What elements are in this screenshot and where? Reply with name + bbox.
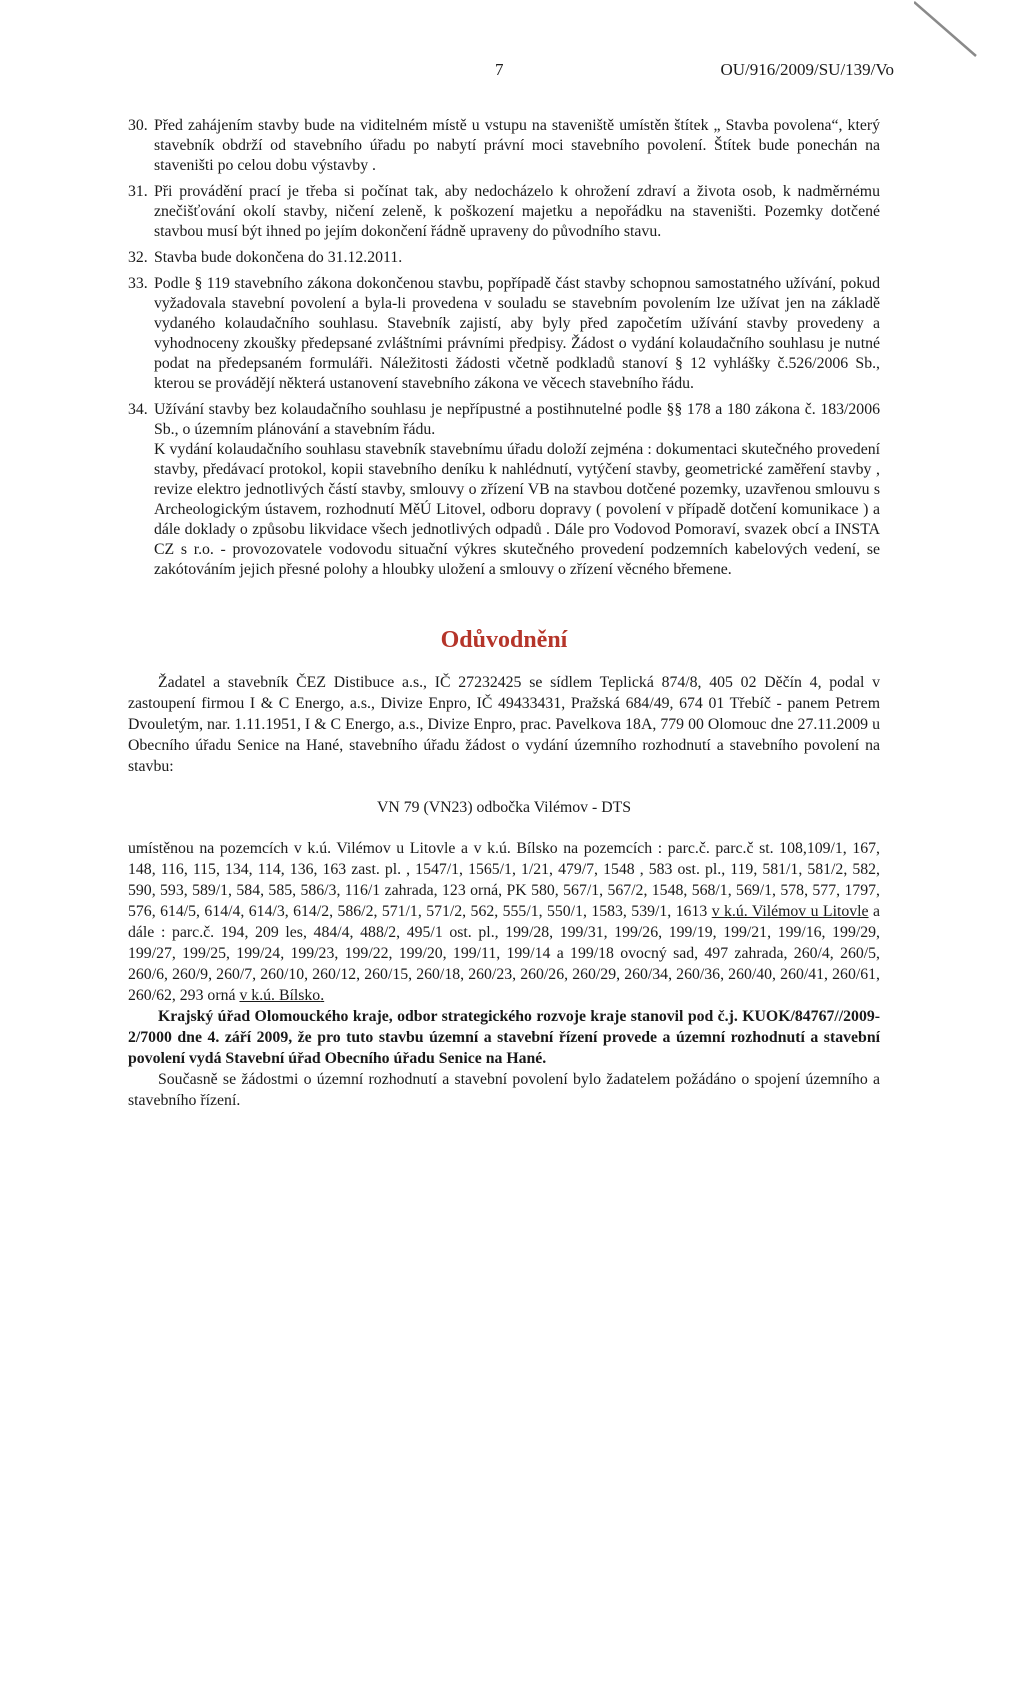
condition-item-31 <box>128 182 880 242</box>
document-content <box>128 116 880 1111</box>
item-text: Stavba bude dokončena do 31.12.2011. <box>154 249 403 266</box>
item-number: 34. <box>128 401 148 418</box>
condition-item-30 <box>128 116 880 176</box>
item-number: 31. <box>128 183 148 200</box>
parcels-text-continued: a dále : parc.č. 194, 209 les, 484/4, 488/2, 495/1 ost. pl., 199/28, 199/31, 199/26, 199/19, 199/21, 199/16, 199/29, 199/27, 199/25, 199/24, 199/23, 199/22, 199/20, 199/11, 199/14 a 199/18 ovocný sad, 497 zahrada, 260/4, 260/5, 260/6, 260/9, 260/7, 260/10, 260/12, 260/15, 260/18, 260/23, 260/26, 260/29, 260/34, 260/36, 260/40, 260/41, 260/61, 260/62, 293 orná <box>128 903 881 1004</box>
item-text: Před zahájením stavby bude na viditelném místě u vstupu na staveniště umístěn štítek „ Stavba povolena“, který stavebník obdrží od stavebního úřadu po nabytí právní moci stavebního povolení. Štítek bude ponechán na staveništi po celou dobu výstavby . <box>154 117 880 174</box>
building-name: VN 79 (VN23) odbočka Vilémov - DTS <box>376 799 632 816</box>
reference-number: OU/916/2009/SU/139/Vo <box>720 60 894 79</box>
item-number: 33. <box>128 275 148 292</box>
item-text: Při provádění prací je třeba si počínat tak, aby nedocházelo k ohrožení zdraví a života osob, k nadměrnému znečišťování okolí stavby, ničení zeleně, k poškození majetku a nepořádku na staveništi. Pozemky dotčené stavbou musí být ihned po jejím dokončení řádně upraveny do původního stavu. <box>154 183 880 240</box>
condition-item-34 <box>128 400 880 580</box>
parcels-paragraph: umístěnou na pozemcích v k.ú. Vilémov u Litovle a v k.ú. Bílsko na pozemcích : parc.č. parc.č st. 108,109/1, 167, 148, 116, 115, 134, 114, 136, 163 zast. pl. , 1547/1, 1565/1, 1/21, 479/7, 1548 , 583 ost. pl., 119, 581/1, 581/2, 582, 590, 593, 589/1, 584, 585, 586/3, 116/1 zahrada, 123 orná, PK 580, 567/1, 567/2, 1548, 568/1, 569/1, 578, 577, 1797, 576, 614/5, 614/4, 614/3, 614/2, 586/2, 571/1, 571/2, 562, 555/1, 550/1, 1583, 539/1, 1613 v k.ú. Vilémov u Litovle a dále : parc.č. 194, 209 les, 484/4, 488/2, 495/1 ost. pl., 199/28, 199/31, 199/26, 199/19, 199/21, 199/16, 199/29, 199/27, 199/25, 199/24, 199/23, 199/22, 199/20, 199/11, 199/14 a 199/18 ovocný sad, 497 zahrada, 260/4, 260/5, 260/6, 260/9, 260/7, 260/10, 260/12, 260/15, 260/18, 260/23, 260/26, 260/29, 260/34, 260/36, 260/40, 260/41, 260/61, 260/62, 293 orná v k.ú. Bílsko. <box>128 840 881 1004</box>
item-number: 30. <box>128 117 148 134</box>
condition-item-32 <box>128 248 880 268</box>
page-number: 7 <box>495 60 504 79</box>
scan-corner-mark <box>914 0 984 60</box>
cadastral-area-bilsko: v k.ú. Bílsko <box>239 987 321 1004</box>
page-header <box>0 60 1024 84</box>
joint-proceedings-paragraph: Současně se žádostmi o územní rozhodnutí a stavební povolení bylo žadatelem požádáno o spojení územního a stavebního řízení. <box>128 1071 880 1109</box>
applicant-paragraph: Žadatel a stavebník ČEZ Distibuce a.s., IČ 27232425 se sídlem Teplická 874/8, 405 02 Děčín 4, podal v zastoupení firmou I & C Energo, a.s., Divize Enpro, IČ 49433431, Pražská 684/49, 674 01 Třebíč - panem Petrem Dvouletým, nar. 1.11.1951, I & C Energo, a.s., Divize Enpro, prac. Pavelkova 18A, 779 00 Olomouc dne 27.11.2009 u Obecního úřadu Senice na Hané, stavebního úřadu žádost o vydání územního rozhodnutí a stavebního povolení na stavbu: <box>128 674 880 775</box>
parcels-text: umístěnou na pozemcích v k.ú. Vilémov u Litovle a v k.ú. Bílsko na pozemcích : parc.č. parc.č st. 108,109/1, 167, 148, 116, 115, 134, 114, 136, 163 zast. pl. , 1547/1, 1565/1, 1/21, 479/7, 1548 , 583 ost. pl., 119, 581/1, 581/2, 582, 590, 593, 589/1, 584, 585, 586/3, 116/1 zahrada, 123 orná, PK 580, 567/1, 567/2, 1548, 568/1, 569/1, 578, 577, 1797, 576, 614/5, 614/4, 614/3, 614/2, 586/2, 571/1, 571/2, 562, 555/1, 550/1, 1583, 539/1, 1613 <box>128 840 880 920</box>
item-text: K vydání kolaudačního souhlasu stavebník stavebnímu úřadu doloží zejména : dokumentaci skutečného provedení stavby, předávací protokol, kopii stavebního deníku k nahlédnutí, vytýčení stavby, geometrické zaměření stavby , revize elektro jednotlivých částí stavby, smlouvy o zřízení VB na stavbou dotčené pozemky, uzavřenou smlouvu s Archeologickým ústavem, rozhodnutí MěÚ Litovel, odboru dopravy ( povolení v případě dotčení komunikace ) a dále doklady o způsobu likvidace všech jednotlivých odpadů . Dále pro Vodovod Pomoraví, svazek obcí a INSTA CZ s r.o. - provozovatele vodovodu situační výkres skutečného provedení podzemních kabelových vedení, se zakótováním jejich přesné polohy a hloubky uložení a smlouvy o zřízení věcného břemene. <box>154 441 880 578</box>
item-text: Užívání stavby bez kolaudačního souhlasu je nepřípustné a postihnutelné podle §§ 178 a 180 zákona č. 183/2006 Sb., o územním plánování a stavebním řádu. <box>154 401 880 438</box>
condition-item-33 <box>128 274 880 394</box>
item-text: Podle § 119 stavebního zákona dokončenou stavbu, popřípadě část stavby schopnou samostatného užívání, pokud vyžadovala stavební povolení a byla-li provedena v souladu se stavebním povolením lze užívat jen na základě vydaného kolaudačního souhlasu. Stavebník zajistí, aby byly před započetím užívání stavby provedeny a vyhodnoceny zkoušky předepsané zvláštními právními předpisy. Žádost o vydání kolaudačního souhlasu je nutné podat na předepsaném formuláři. Náležitosti žádosti včetně podkladů stanoví § 12 vyhlášky č.526/2006 Sb., kterou se provádějí některá ustanovení stavebního zákona ve věcech stavebního řádu. <box>154 275 880 392</box>
cadastral-area-vilemov: v k.ú. Vilémov u Litovle <box>711 903 869 920</box>
section-title: Odůvodnění <box>440 627 568 653</box>
item-number: 32. <box>128 249 148 266</box>
regional-office-paragraph: Krajský úřad Olomouckého kraje, odbor strategického rozvoje kraje stanovil pod č.j. KUOK/84767//2009-2/7000 dne 4. září 2009, že pro tuto stavbu územní a stavební řízení provede a územní rozhodnutí a stavební povolení vydá Stavební úřad Obecního úřadu Senice na Hané. <box>128 1008 880 1067</box>
